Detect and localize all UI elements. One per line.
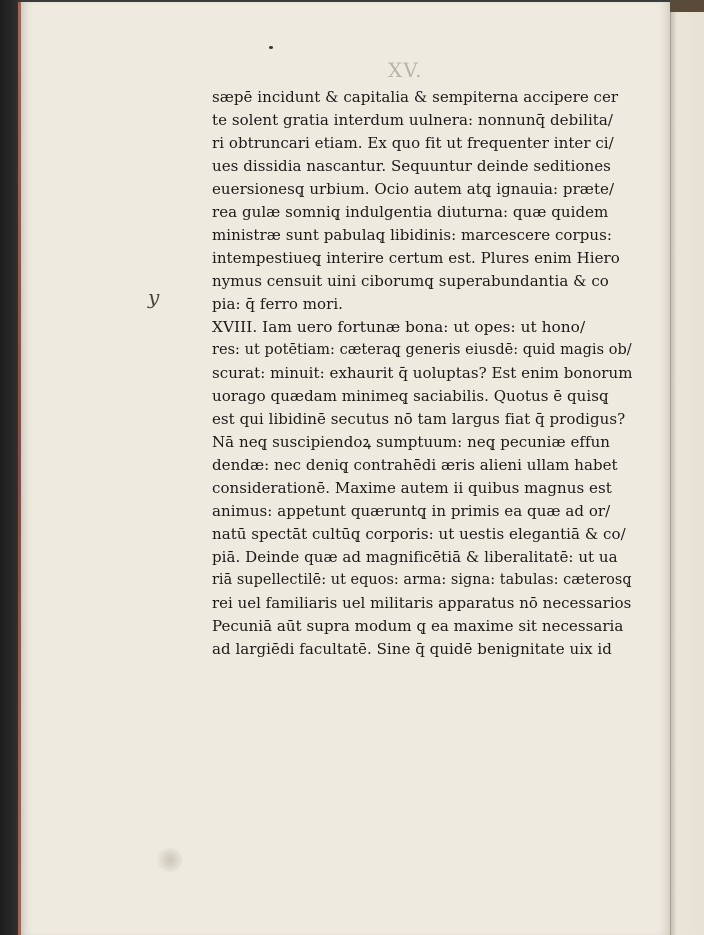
text-line: ri obtruncari etiam. Ex quo fit ut frequenter inter ci/ [212,134,614,152]
text-line: ues dissidia nascantur. Sequuntur deinde seditiones [212,157,611,175]
paper-stain [157,848,183,872]
text-line: animus: appetunt quæruntq̨ in primis ea quæ ad or/ [212,502,611,520]
text-line: riā supellectilē: ut equos: arma: signa: tabulas: cæterosq̨ [212,572,632,588]
text-line: uorago quædam minimeq̨ saciabilis. Quotus ē quisq̨ [212,387,609,405]
text-line: euersionesq̨ urbium. Ocio autem atq̨ ignauia: præte/ [212,180,615,198]
text-line: nymus censuit uini ciborumq̨ superabundantia & co [212,272,609,290]
chapter-heading-line: XVIII. Iam uero fortunæ bona: ut opes: ut hono/ [212,318,586,336]
text-line: sæpē incidunt & capitalia & sempiterna accipere cer [212,88,619,106]
page-edge [18,2,21,935]
text-line: ministræ sunt pabulaq̨ libidinis: marcescere corpus: [212,226,612,244]
text-line: est qui libidinē secutus nō tam largus fiat q̄ prodigus? [212,410,626,428]
text-line: te solent gratia interdum uulnera: nonnunq̄ debilita/ [212,111,613,129]
text-line: res: ut potētiam: cæteraq̨ generis eiusdē: quid magis ob/ [212,342,632,358]
text-line: dendæ: nec deniq̨ contrahēdi æris alieni ullam habet [212,456,618,474]
ink-spot [269,46,273,49]
text-line: intempestiueq̨ interire certum est. Plures enim Hiero [212,249,620,267]
text-line: Pecuniā aūt supra modum q̨ ea maxime sit necessaria [212,617,624,635]
text-line: scurat: minuit: exhaurit q̄ uoluptas? Est enim bonorum [212,364,633,382]
margin-annotation: y [148,285,160,309]
text-line: pia: q̄ ferro mori. [212,295,343,313]
text-line: rei uel familiaris uel militaris apparatus nō necessarios [212,594,632,612]
next-page-leaf [670,12,704,935]
binding-strip [670,0,704,12]
text-line: ad largiēdi facultatē. Sine q̄ quidē benignitate uix id [212,640,612,658]
folio-number: XV. [388,58,423,82]
text-line: considerationē. Maxime autem ii quibus magnus est [212,479,612,497]
text-line: rea gulæ somniq̨ indulgentia diuturna: quæ quidem [212,203,609,221]
text-block [212,86,632,661]
text-line: natū spectāt cultūq̨ corporis: ut uestis elegantiā & co/ [212,525,626,543]
text-line: Nā neq̨ suscipiendoꝝ sumptuum: neq̨ pecuniæ effun [212,433,611,451]
text-line: piā. Deinde quæ ad magnificētiā & liberalitatē: ut ua [212,548,618,566]
